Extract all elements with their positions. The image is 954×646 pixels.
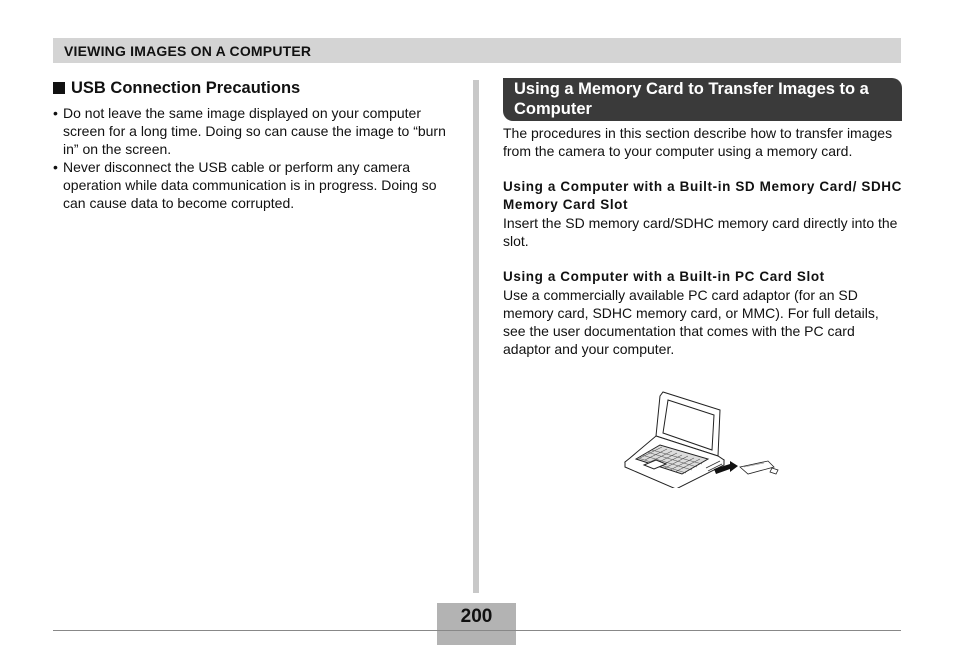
page-number-tab: [437, 631, 516, 645]
list-item-text: Never disconnect the USB cable or perform any camera operation while data communication is in progress. Doing so can cause data to become corrupted.: [63, 159, 437, 211]
usb-precautions-title: [53, 78, 458, 98]
square-bullet-icon: [53, 82, 65, 94]
left-column: [53, 78, 458, 212]
section-heading: Using a Memory Card to Transfer Images to a Computer: [503, 78, 902, 121]
chapter-header: [53, 38, 901, 63]
bullet-dot-icon: •: [53, 105, 58, 121]
page-number: 200: [437, 603, 516, 630]
precautions-list: [53, 104, 458, 212]
pc-card-body: Use a commercially available PC card adaptor (for an SD memory card, SDHC memory card, or MMC). For full details, see the user documentation that comes with the PC card adaptor and your computer.: [503, 287, 879, 357]
list-item: [53, 104, 458, 158]
column-divider: [473, 80, 479, 593]
chapter-title: VIEWING IMAGES ON A COMPUTER: [64, 43, 312, 59]
sd-slot-body: Insert the SD memory card/SDHC memory card directly into the slot.: [503, 215, 898, 249]
page-number-box: [437, 603, 516, 645]
list-item-text: Do not leave the same image displayed on your computer screen for a long time. Doing so can cause the image to “burn in” on the screen.: [63, 105, 446, 157]
pc-card-subheading: Using a Computer with a Built-in PC Card Slot: [503, 269, 825, 284]
right-column: [503, 78, 902, 358]
bullet-dot-icon: •: [53, 159, 58, 175]
usb-precautions-title-text: USB Connection Precautions: [71, 79, 301, 97]
sd-slot-subheading: Using a Computer with a Built-in SD Memory Card/ SDHC Memory Card Slot: [503, 179, 902, 212]
laptop-pc-card-icon: [620, 388, 782, 488]
list-item: [53, 158, 458, 212]
intro-paragraph: The procedures in this section describe how to transfer images from the camera to your computer using a memory card.: [503, 125, 893, 159]
